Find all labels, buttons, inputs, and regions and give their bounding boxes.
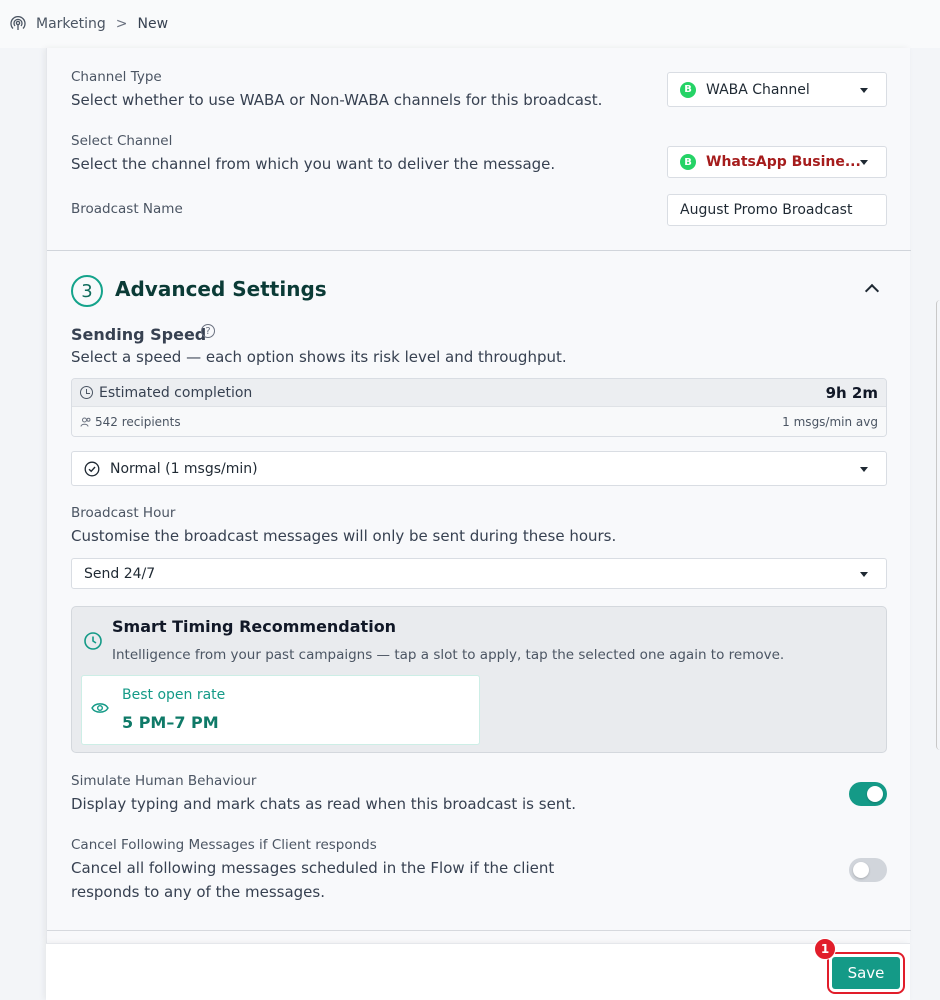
simulate-human-label: Simulate Human Behaviour — [71, 773, 257, 789]
cancel-following-label: Cancel Following Messages if Client responds — [71, 837, 377, 853]
broadcast-hour-label: Broadcast Hour — [71, 505, 176, 521]
chevron-up-icon[interactable] — [865, 284, 879, 298]
caret-down-icon — [860, 88, 868, 93]
sending-speed-value: Normal (1 msgs/min) — [110, 460, 258, 477]
clock-icon — [83, 631, 103, 651]
whatsapp-business-icon: B — [680, 154, 696, 170]
sending-speed-description: Select a speed — each option shows its risk level and throughput. — [71, 348, 567, 366]
broadcast-icon — [10, 15, 28, 33]
smart-timing-title: Smart Timing Recommendation — [112, 617, 397, 636]
advanced-settings-title: Advanced Settings — [115, 277, 327, 301]
section-divider — [47, 250, 911, 251]
rate-average: 1 msgs/min avg — [782, 415, 878, 429]
chevron-right-icon: > — [115, 16, 128, 32]
save-button[interactable]: Save — [832, 957, 900, 989]
clock-icon — [80, 386, 93, 399]
panel-footer — [46, 943, 910, 1000]
caret-down-icon — [860, 467, 868, 472]
best-open-rate-label: Best open rate — [122, 687, 226, 703]
channel-type-value: WABA Channel — [706, 81, 810, 98]
breadcrumb-current: New — [137, 16, 169, 32]
smart-timing-box — [71, 606, 887, 753]
waba-icon: B — [680, 82, 696, 98]
broadcast-name-value: August Promo Broadcast — [680, 202, 853, 218]
broadcast-name-label: Broadcast Name — [71, 201, 183, 217]
caret-down-icon — [860, 572, 868, 577]
broadcast-hour-value: Send 24/7 — [84, 565, 156, 582]
channel-type-description: Select whether to use WABA or Non-WABA channels for this broadcast. — [71, 91, 603, 109]
breadcrumb-marketing[interactable]: Marketing — [36, 16, 106, 32]
select-channel-description: Select the channel from which you want to deliver the message. — [71, 155, 556, 173]
toggle-knob — [853, 862, 869, 878]
sending-speed-select[interactable] — [71, 451, 887, 486]
estimated-completion-box — [71, 378, 887, 437]
smart-timing-description: Intelligence from your past campaigns — tap a slot to apply, tap the selected one again to remove. — [112, 647, 785, 663]
broadcast-hour-description: Customise the broadcast messages will only be sent during these hours. — [71, 527, 617, 545]
sending-speed-title: Sending Speed — [71, 325, 207, 344]
cancel-following-description-2: responds to any of the messages. — [71, 883, 325, 901]
simulate-human-toggle[interactable] — [849, 782, 887, 806]
best-open-rate-time: 5 PM–7 PM — [122, 713, 219, 732]
breadcrumb — [0, 0, 940, 48]
simulate-human-description: Display typing and mark chats as read when this broadcast is sent. — [71, 795, 576, 813]
cancel-following-toggle[interactable] — [849, 858, 887, 882]
check-circle-icon — [84, 461, 100, 477]
estimate-label: Estimated completion — [99, 384, 253, 401]
channel-type-label: Channel Type — [71, 69, 162, 85]
cancel-following-description-1: Cancel all following messages scheduled in the Flow if the client — [71, 859, 555, 877]
caret-down-icon — [860, 160, 868, 165]
help-icon[interactable]: ? — [201, 324, 215, 338]
broadcast-hour-select[interactable] — [71, 558, 887, 589]
step-number-badge: 3 — [71, 275, 103, 307]
users-icon — [80, 416, 92, 428]
recipients-count: 542 recipients — [95, 415, 181, 429]
select-channel-dropdown[interactable] — [667, 146, 887, 178]
broadcast-name-input[interactable] — [667, 194, 887, 226]
toggle-knob — [867, 786, 883, 802]
select-channel-value: WhatsApp Busine... — [706, 154, 861, 170]
section-divider — [47, 930, 911, 931]
select-channel-label: Select Channel — [71, 133, 173, 149]
annotation-badge: 1 — [814, 938, 836, 960]
side-panel-edge — [936, 300, 940, 750]
estimate-value: 9h 2m — [825, 383, 878, 402]
eye-icon — [91, 701, 109, 715]
best-open-rate-slot[interactable] — [81, 675, 480, 745]
broadcast-settings-panel — [46, 48, 910, 943]
channel-type-select[interactable] — [667, 72, 887, 107]
